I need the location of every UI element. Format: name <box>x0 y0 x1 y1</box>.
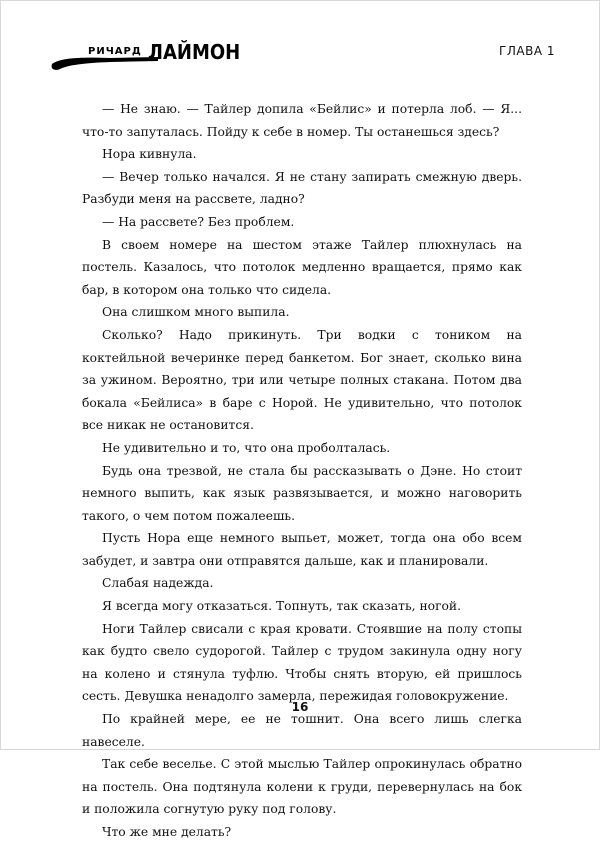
paragraph: Я всегда могу отказаться. Топнуть, так сказать, ногой. <box>102 599 462 614</box>
paragraph: Что же мне делать? <box>102 825 232 839</box>
paragraph: Будь она трезвой, не стала бы рассказывать о Дэне. Но стоит немного выпить, как язык развязывается, и можно наговорить такого, о чем потом пожалеешь. <box>82 463 522 523</box>
author-first-name: РИЧАРД <box>88 46 142 57</box>
paragraph: — Вечер только начался. Я не стану запирать смежную дверь. Разбуди меня на рассвете, ладно? <box>82 169 522 207</box>
paragraph: Нора кивнула. <box>102 147 197 162</box>
paragraph: Ноги Тайлер свисали с края кровати. Стоявшие на полу стопы как будто свело судорогой. Тайлер с трудом закинула одну ногу на колено и стянула туфлю. Чтобы снять вторую, ей пришлось сесть. Девушка ненадолго замерла, пережидая головокружение. <box>82 621 522 704</box>
paragraph: Сколько? Надо прикинуть. Три водки с тоником на коктейльной вечеринке перед банкетом. Бог знает, сколько вина за ужином. Вероятно, три или четыре полных стакана. Потом два бокала «Бейлиса» в баре с Норой. Не удивительно, что потолок все никак не остановится. <box>82 327 522 433</box>
body-text <box>82 98 522 844</box>
paragraph: — Не знаю. — Тайлер допила «Бейлис» и потерла лоб. — Я... что-то запуталась. Пойду к себе в номер. Ты останешься здесь? <box>82 102 522 139</box>
paragraph: Слабая надежда. <box>102 576 214 591</box>
paragraph: Она слишком много выпила. <box>102 305 290 320</box>
paragraph: Так себе веселье. С этой мыслью Тайлер опрокинулась обратно на постель. Она подтянула колени к груди, перевернулась на бок и положила согнутую руку под голову. <box>82 757 522 817</box>
paragraph: Пусть Нора еще немного выпьет, может, тогда она обо всем забудет, и завтра они отправятся дальше, как и планировали. <box>82 531 522 568</box>
author-logo <box>50 40 250 74</box>
page-number: 16 <box>291 700 309 714</box>
running-header <box>50 40 555 80</box>
paragraph: В своем номере на шестом этаже Тайлер плюхнулась на постель. Казалось, что потолок медленно вращается, прямо как бар, в котором она только что сидела. <box>82 237 522 297</box>
author-last-name: ЛАЙМОН <box>148 40 241 64</box>
paragraph: Не удивительно и то, что она проболталась. <box>102 440 391 455</box>
chapter-title: ГЛАВА 1 <box>499 44 555 58</box>
paragraph: — На рассвете? Без проблем. <box>102 214 295 229</box>
paragraph: По крайней мере, ее не тошнит. Она всего лишь слегка навеселе. <box>82 712 522 749</box>
